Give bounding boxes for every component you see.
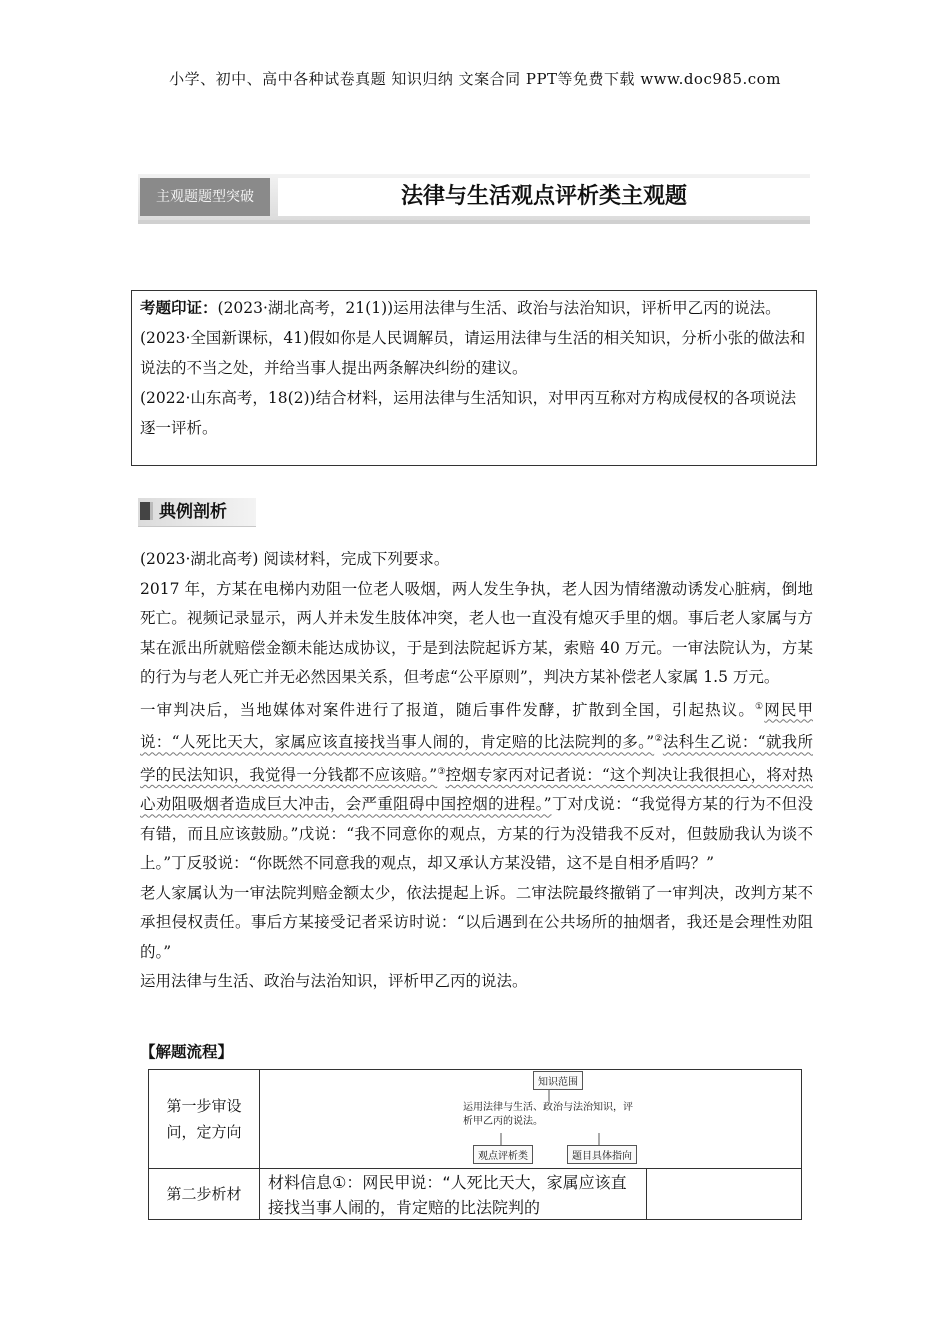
quote-netizen-jia: 网民甲说：“人死比天大，家属应该直接找当事人闹的，肯定赔的比法院判的多。”: [140, 700, 813, 752]
step-2-cell: [149, 1169, 260, 1220]
marker-3: ③: [437, 766, 446, 777]
node-direction: 题目具体指向: [567, 1145, 637, 1164]
exam-label: 考题印证：: [140, 298, 218, 317]
page-title: 法律与生活观点评析类主观题: [278, 178, 810, 216]
passage-question: 运用法律与生活、政治与法治知识，评析甲乙丙的说法。: [140, 972, 528, 991]
analysis-diagram: [461, 1071, 641, 1167]
flow-label: 【解题流程】: [140, 1043, 234, 1061]
passage-paragraph-2: [140, 693, 813, 879]
section-heading: [138, 498, 256, 527]
p2-intro: 一审判决后，当地媒体对案件进行了报道，随后事件发酵，扩散到全国，引起热议。: [140, 700, 756, 719]
info-cell: [260, 1169, 647, 1220]
banner-tag: 主观题题型突破: [140, 178, 270, 216]
passage-source: (2023·湖北高考) 阅读材料，完成下列要求。: [140, 550, 450, 568]
exam-item-1-text: (2023·湖北高考，21(1))运用法律与生活、政治与法治知识，评析甲乙丙的说法。: [217, 299, 781, 317]
empty-cell: [647, 1169, 802, 1220]
node-knowledge-scope: 知识范围: [533, 1071, 583, 1090]
passage-paragraph-1: 2017 年，方某在电梯内劝阻一位老人吸烟，两人发生争执，老人因为情绪激动诱发心脏病，倒地死亡。视频记录显示，两人并未发生肢体冲突，老人也一直没有熄灭手里的烟。事后老人家属与方某在派出所就赔偿金额未能达成协议，于是到法院起诉方某，索赔 40 万元。一审法院认为，方某的行为与老人死亡并无必然因果关系，但考虑“公平原则”，判决方某补偿老人家属 1.5 万元。: [140, 579, 813, 686]
section-bar-icon: [140, 502, 153, 520]
quote-student-yi: 法科生乙说：“就我所学的民法知识，我觉得一分钱都不应该赔。”: [140, 733, 813, 784]
flow-row-1: [149, 1070, 802, 1169]
title-banner: [138, 174, 810, 224]
marker-2: ②: [654, 734, 663, 745]
marker-1: ①: [755, 701, 765, 712]
step-1-label: 第一步审设问，定方向: [166, 1097, 242, 1141]
case-passage: [140, 545, 813, 997]
exam-reference-box: [131, 290, 817, 466]
solution-flow-table: [148, 1069, 802, 1220]
exam-item-3: (2022·山东高考，18(2))结合材料，运用法律与生活知识，对甲丙互称对方构成侵权的各项说法逐一评析。: [140, 389, 797, 437]
step-1-cell: [149, 1070, 260, 1169]
exam-item-1: [140, 293, 808, 323]
exam-item-2: (2023·全国新课标，41)假如你是人民调解员，请运用法律与生活的相关知识，分析小张的做法和说法的不当之处，并给当事人提出两条解决纠纷的建议。: [140, 329, 806, 377]
quote-expert-bing: 控烟专家丙对记者说：“这个判决让我很担心，将对热心劝阻吸烟者造成巨大冲击，会严重阻碍中国控烟的进程。”: [140, 765, 813, 814]
diagram-cell: [260, 1070, 802, 1169]
site-header: 小学、初中、高中各种试卷真题 知识归纳 文案合同 PPT等免费下载 www.doc985.com: [169, 70, 781, 88]
node-type: 观点评析类: [473, 1145, 533, 1164]
p2-rest: 丁对戊说：“我觉得方某的行为不但没有错，而且应该鼓励。”戊说：“我不同意你的观点，方某的行为没错我不反对，但鼓励我认为谈不上。”丁反驳说：“你既然不同意我的观点，却又承认方某没错，这不是自相矛盾吗？”: [140, 795, 813, 873]
section-title: 典例剖析: [159, 502, 227, 522]
material-info-1: 材料信息①：网民甲说：“人死比天大，家属应该直接找当事人闹的，肯定赔的比法院判的: [268, 1173, 627, 1217]
flow-row-2: [149, 1169, 802, 1220]
node-question: 运用法律与生活、政治与法治知识，评析甲乙丙的说法。: [463, 1102, 633, 1127]
passage-paragraph-3: 老人家属认为一审法院判赔金额太少，依法提起上诉。二审法院最终撤销了一审判决，改判方某不承担侵权责任。事后方某接受记者采访时说：“以后遇到在公共场所的抽烟者，我还是会理性劝阻的。”: [140, 883, 813, 961]
step-2-label: 第二步析材: [166, 1185, 242, 1203]
